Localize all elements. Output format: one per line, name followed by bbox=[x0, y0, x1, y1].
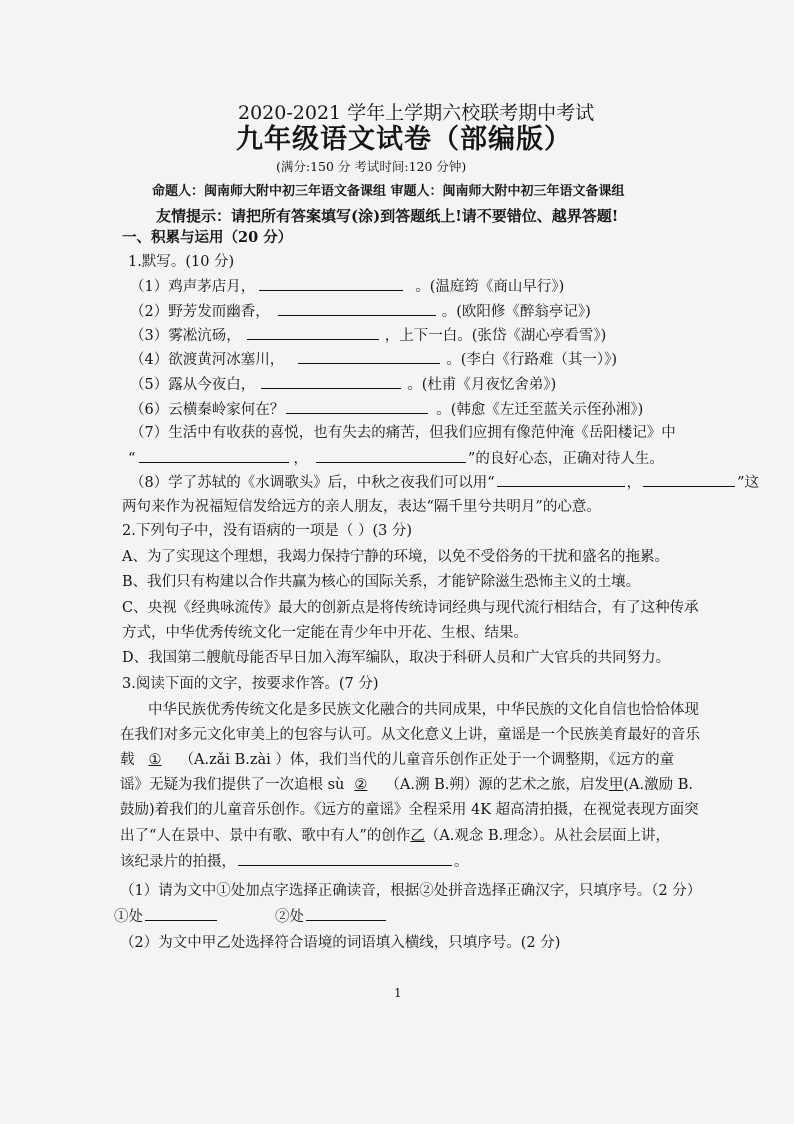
answer-blank[interactable] bbox=[316, 448, 466, 463]
answer-blank[interactable] bbox=[238, 851, 452, 866]
q3-para-line4: 谣》无疑为我们提供了一次追根 sù ② （A.溯 B.朔）源的艺术之旅，启发甲(A.激励 B. bbox=[120, 777, 693, 793]
blank-yi: 乙 bbox=[410, 828, 425, 844]
q1-title: 1.默写。(10 分) bbox=[128, 254, 235, 270]
answer-blank[interactable] bbox=[261, 374, 401, 389]
q1-item-4: （4）欲渡黄河冰塞川， 。(李白《行路难（其一）》) bbox=[130, 349, 617, 370]
answer-blank[interactable] bbox=[298, 349, 440, 364]
q1-item-8-line1: （8）学了苏轼的《水调歌头》后，中秋之夜我们可以用“ ， ”这 bbox=[130, 472, 759, 493]
q3-sub1-answers: ①处 ②处 bbox=[114, 906, 386, 927]
answer-blank[interactable] bbox=[145, 906, 217, 921]
q3-para-line5: 鼓励)着我们的儿童音乐创作。《远方的童谣》全程采用 4K 超高清拍摄，在视觉表现方面突 bbox=[120, 802, 699, 818]
q3-para-line1: 中华民族优秀传统文化是多民族文化融合的共同成果，中华民族的文化自信也恰恰体现 bbox=[148, 702, 699, 718]
q1-item-6: （6）云横秦岭家何在？ 。(韩愈《左迁至蓝关示侄孙湘》) bbox=[130, 399, 643, 420]
q2-title: 2.下列句子中，没有语病的一项是（ ）(3 分) bbox=[122, 523, 413, 539]
q3-title: 3.阅读下面的文字，按要求作答。(7 分) bbox=[122, 676, 379, 692]
q3-para-line6: 出了“人在景中、景中有歌、歌中有人”的创作乙（A.观念 B.理念）。从社会层面上讲， bbox=[120, 828, 671, 844]
section1-heading: 一、积累与运用（20 分） bbox=[122, 229, 293, 246]
q1-item-5: （5）露从今夜白， 。(杜甫《月夜忆舍弟》) bbox=[130, 374, 556, 395]
tip-line: 友情提示：请把所有答案填写(涂)到答题纸上!请不要错位、越界答题! bbox=[156, 207, 619, 225]
authors-line: 命题人：闽南师大附中初三年语文备课组 审题人：闽南师大附中初三年语文备课组 bbox=[152, 184, 625, 199]
q3-para-line7: 该纪录片的拍摄， 。 bbox=[120, 851, 469, 872]
q2-option-a: A、为了实现这个理想，我竭力保持宁静的环境，以免不受俗务的干扰和盛名的拖累。 bbox=[122, 549, 669, 565]
q1-item-2: （2）野芳发而幽香， 。(欧阳修《醉翁亭记》) bbox=[130, 301, 591, 322]
exam-title-line1: 2020-2021 学年上学期六校联考期中考试 bbox=[238, 102, 595, 124]
q2-option-d: D、我国第二艘航母能否早日加入海军编队，取决于科研人员和广大官兵的共同努力。 bbox=[122, 650, 671, 666]
answer-blank[interactable] bbox=[306, 906, 386, 921]
q3-para-line3: 载 ① （A.zǎi B.zài ）体，我们当代的儿童音乐创作正处于一个调整期，《远方的童 bbox=[120, 752, 675, 768]
answer-blank[interactable] bbox=[497, 472, 625, 487]
exam-info: (满分:150 分 考试时间:120 分钟) bbox=[276, 159, 467, 174]
page-number: 1 bbox=[394, 986, 402, 1000]
answer-blank[interactable] bbox=[247, 325, 379, 340]
q2-option-c: C、央视《经典咏流传》最大的创新点是将传统诗词经典与现代流行相结合，有了这种传承 bbox=[122, 600, 699, 616]
q2-option-c-cont: 方式，中华优秀传统文化一定能在青少年中开花、生根、结果。 bbox=[122, 625, 528, 641]
q1-item-8-line2: 两句来作为祝福短信发给远方的亲人朋友，表达“隔千里兮共明月”的心意。 bbox=[122, 499, 601, 515]
exam-title-line2: 九年级语文试卷（部编版） bbox=[236, 124, 572, 155]
q1-item-7-line1: （7）生活中有收获的喜悦，也有失去的痛苦，但我们应拥有像范仲淹《岳阳楼记》中 bbox=[130, 425, 676, 441]
q3-sub1: （1）请为文中①处加点字选择正确读音，根据②处拼音选择正确汉字，只填序号。（2 分） bbox=[120, 883, 702, 899]
q2-option-b: B、我们只有构建以合作共赢为核心的国际关系，才能铲除滋生恐怖主义的土壤。 bbox=[122, 574, 641, 590]
q3-sub2: （2）为文中甲乙处选择符合语境的词语填入横线，只填序号。(2 分) bbox=[120, 935, 561, 951]
q1-item-7-line2: “ ， ”的良好心态，正确对待人生。 bbox=[128, 448, 664, 469]
blank-mark-2[interactable]: ② bbox=[354, 777, 368, 793]
blank-mark-1[interactable]: ① bbox=[148, 752, 162, 768]
answer-blank[interactable] bbox=[259, 276, 403, 291]
blank-jia: 甲 bbox=[608, 777, 624, 793]
answer-blank[interactable] bbox=[286, 399, 428, 414]
q1-item-1: （1）鸡声茅店月， 。(温庭筠《商山早行》) bbox=[130, 276, 564, 297]
q1-item-3: （3）雾凇沆砀， ，上下一白。(张岱《湖心亭看雪》) bbox=[130, 325, 606, 346]
q3-para-line2: 在我们对多元文化审美上的包容与认可。从文化意义上讲，童谣是一个民族美育最好的音乐 bbox=[120, 727, 700, 743]
answer-blank[interactable] bbox=[139, 448, 289, 463]
answer-blank[interactable] bbox=[643, 472, 735, 487]
answer-blank[interactable] bbox=[278, 301, 436, 316]
